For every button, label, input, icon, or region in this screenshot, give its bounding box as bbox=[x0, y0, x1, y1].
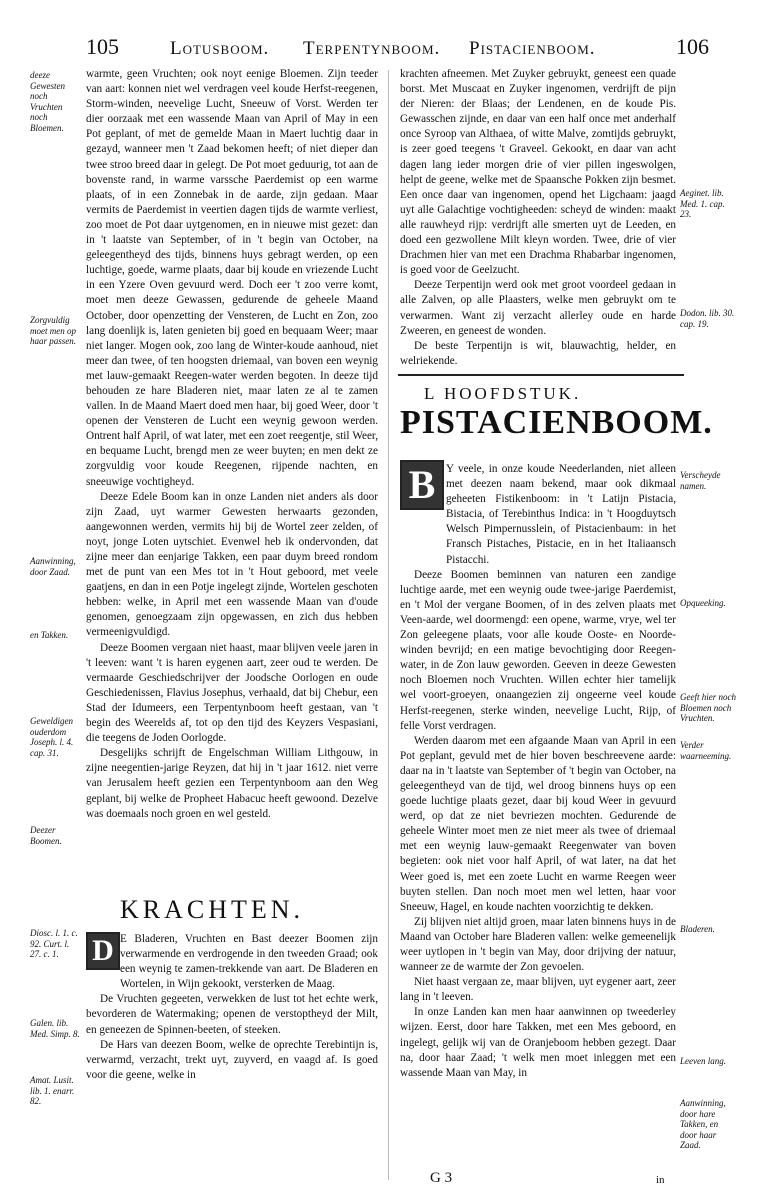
left-column bbox=[86, 67, 378, 822]
right-column-bottom bbox=[400, 462, 676, 1081]
chapter-rule bbox=[398, 374, 684, 376]
paragraph: Werden daarom met een afgaande Maan van April in een Pot geplant, gevuld met de hier boven beschreevene aarde: daar na in 't laatste van September of 't begin van October, na geleegentheyd van de tijd, wel droog binnens huys op een goede luchtige plaats gezet, daar bij koud Weer in gevuurd werd, op dat ze niet bevriezen mochten. Gedurende de geheele Winter moet men ze niet meer als twee of driemaal met een weynig lauw-gemaakt Reegenwater van boven begieten: ook niet voor half April, of wat later, na dat het Weer goed is, met een zoete Lucht en warme Reegen weer buyten stellen. Dan noch moet men wel letten, haar voor Sneeuw, Hagel, en koude nachten voorzichtig te dekken. bbox=[400, 734, 676, 913]
margin-note: Aanwinning, door hare Takken, en door haar Zaad. bbox=[680, 1098, 726, 1150]
running-title-lotusboom: Lotusboom. bbox=[170, 38, 270, 59]
margin-note: Amat. Lusit. lib. 1. enarr. 82. bbox=[30, 1075, 75, 1106]
margin-note: Geeft hier noch Bloemen noch Vruchten. bbox=[680, 692, 736, 723]
page-number-left: 105 bbox=[86, 34, 119, 59]
chapter-number: L HOOFDSTUK. bbox=[424, 384, 582, 403]
paragraph: De beste Terpentijn is wit, blauwachtig, helder, en welriekende. bbox=[400, 339, 676, 367]
right-column-top bbox=[400, 67, 676, 369]
paragraph: Desgelijks schrijft de Engelschman William Lithgouw, in zijne neegentien-jarige Reyzen, dat hij in 't jaar 1612. niet verre van Jerusalem heeft gezien een Terpentynboom aan den Weg geplant, bij welke de Propheet Habacuc heeft gewoond. Dezelve was doemaals noch groen en wel gesteld. bbox=[86, 747, 378, 820]
paragraph: Deeze Edele Boom kan in onze Landen niet anders als door zijn Zaad, uyt warmer Gewesten herwaarts gezonden, aangewonnen werden, vermits hij bij de Wortel zeer zelden, of noyt, jonge Loten uytschiet. Evenwel heb ik ondervonden, dat zijne meer dan eenjarige Takken, een paar duym breed rondom met de punt van een Mes tot in 't Hout geboord, met veele gaatjens, en dan in een Potje ingelegt zijnde, Wortelen geschoten hebben: welke, in April met een wassende Maan van d'oude genomen, genoegzaam zijn opgewassen, en zich dus hebben vermeenigvuldigd. bbox=[86, 490, 378, 639]
running-header bbox=[0, 34, 765, 68]
paragraph: Niet haast vergaan ze, maar blijven, uyt eygener aart, zeer lang in 't leeven. bbox=[400, 976, 676, 1004]
chapter-title: PISTACIENBOOM. bbox=[400, 404, 713, 441]
margin-note: Geweldigen ouderdom Joseph. l. 4. cap. 31. bbox=[30, 716, 74, 758]
paragraph: Y veele, in onze koude Neederlanden, niet alleen met deezen naam bekend, maar ook dikmaal geheeten Fistikenboom: in 't Latijn Pistacia, Bistacia, of Terebinthus Indica: in 't Hoogduytsch Welsch Pimpernusslein, of Pistacienbaum: in het Fransch Pistaches, Pistacie, en in het Italiaansch Pistacchi. bbox=[446, 463, 676, 566]
paragraph: E Bladeren, Vruchten en Bast deezer Boomen zijn verwarmende en verdrogende in den tweeden Graad; ook een weynig te zamen-trekkende van aart. De Bladeren en Wortelen, in Wijn gekookt, versterken de Maag. bbox=[120, 933, 378, 991]
margin-note: Verder waarneeming. bbox=[680, 740, 732, 761]
margin-note: Aanwinning, door Zaad. bbox=[30, 556, 76, 577]
margin-note: Zorgvuldig moet men op haar passen. bbox=[30, 315, 77, 346]
margin-note: Bladeren. bbox=[680, 924, 715, 934]
margin-note: Deezer Boomen. bbox=[30, 825, 62, 846]
margin-note: Verscheyde namen. bbox=[680, 470, 721, 491]
paragraph: Deeze Boomen vergaan niet haast, maar blijven veele jaren in 't leeven: want 't is haren eygenen aart, zeer oud te werden. De vermaarde Geschiedschrijver der Joodsche Oorlogen en oude Geschiedenissen, Flavius Josephus, verhaald, dat bij Chebur, een Stad der Idumeers, een Terpentynboom heeft gestaan, van 't begin des Weerelds af, tot op den tijd des Keyzers Vespasiani, die teegens de Joden Oorlogde. bbox=[86, 641, 378, 745]
signature-mark: G 3 bbox=[430, 1170, 453, 1186]
section-heading-krachten: KRACHTEN. bbox=[120, 895, 305, 924]
drop-cap: D bbox=[86, 932, 120, 970]
margin-note: Dodon. lib. 30. cap. 19. bbox=[680, 308, 735, 329]
margin-note: Opqueeking. bbox=[680, 598, 726, 608]
paragraph: krachten afneemen. Met Zuyker gebruykt, geneest een quade borst. Met Muscaat en Zuyker ingenomen, verdrijft de pijn der Nieren: der Blaas; der Lendenen, en de koude Pis. Gewasschen zijnde, en daar van een half once met anderhalf once Syroop van Althaea, of witte Malve, zomtijds gebruykt, is zeer goed teegens 't Graveel. Gekookt, en daar van acht dagen lang ieder morgen drie of vier pillen ingeswolgen, helpt de geene, welke met de Spaansche Pokken zijn besmet. Een once daar van ingenomen, opend het Ligchaam: jaagd uyt alle Galachtige vochtigheeden: scheyd de winden: maakt alle rauwheyd rijp: verdrijft alle smerten uyt de Leeden, en doed een gezwollene Milt kleyn worden. Twee, drie of vier Drachmen hier van met een Drachma Rhabarbar ingenomen, is goed voor de Geelzucht. bbox=[400, 68, 676, 277]
margin-note: Aeginet. lib. Med. 1. cap. 23. bbox=[680, 188, 725, 219]
paragraph: De Hars van deezen Boom, welke de oprechte Terebintijn is, verwarmd, verzacht, trekt uyt, zuyverd, en vaagd af. Is goed voor die geene, welke in bbox=[86, 1038, 378, 1081]
running-title-pistacienboom: Pistacienboom. bbox=[469, 38, 596, 59]
margin-note: deeze Gewesten noch Vruchten noch Bloemen. bbox=[30, 70, 65, 133]
margin-note: en Takken. bbox=[30, 630, 69, 640]
page-number-right: 106 bbox=[676, 34, 709, 59]
catchword: in bbox=[656, 1174, 665, 1186]
margin-note: Galen. lib. Med. Simp. 8. bbox=[30, 1018, 80, 1039]
paragraph: Deeze Terpentijn werd ook met groot voordeel gedaan in alle Zalven, op alle Plaasters, welke men gebruykt om te verwarmen. Want zij verzacht allerley oude en harde Zweeren, en geneest de wonden. bbox=[400, 279, 676, 337]
paragraph: Zij blijven niet altijd groen, maar laten binnens huys in de Maand van October hare Bladeren vallen: welke gemeenelijk weer uytlopen in 't begin van May, door drijving der natuur, wanneer ze de warmte der Zon gevoelen. bbox=[400, 915, 676, 974]
drop-cap: B bbox=[400, 460, 444, 510]
paragraph: De Vruchten gegeeten, verwekken de lust tot het echte werk, bevorderen de Watermaking; openen de verstoptheyd der Milt, en geneezen de Spinnen-beeten, of steeken. bbox=[86, 993, 378, 1036]
column-divider bbox=[388, 70, 389, 1180]
margin-note: Leeven lang. bbox=[680, 1056, 726, 1066]
running-title-terpentynboom: Terpentynboom. bbox=[303, 38, 441, 59]
paragraph: warmte, geen Vruchten; ook noyt eenige Bloemen. Zijn teeder van aart: konnen niet wel verdragen veel koude Herfst-reegenen, Storm-winden, neevelige Lucht, Sneeuw of Vorst. Werden ter dier oorzaak met een wassende Maan van April of May in een Pot geplant, of met de gemelde Maan in Maert luchtig daar in gezayd, wanneer men 't Zaad bekomen heeft; of niet dieper dan twee stroo breed daar in gelegt. De Pot moet geduurig, tot aan de bovenste rand, in warme varssche Paerdemist op een warme plaats, of in een Zonnebak in de aarde, zijn gedaan. Maar vermits de Paerdemist in veertien dagen tijds de warmte verliest, zoo moet de Pot daar uytgenomen, en in nieuwe mist gezet: dan in 't laatste van September, of in 't begin van October, na geleegentheyd des tijds, binnens huys gebragt werden, op een luchtige, goede, warme plaats, daar bij koude en vriezende Lucht in een Yzere Oven gevuurd werd. Doch eer 't zoo verre komt, moet men deeze Gewassen, gedurende de geheele Maand October, door openzetting der Vensteren, de Lucht en Zon, zoo lang doenlijk is, laten genieten bij goed en bequaam Weer; maar niet langer. Mogen ook, zoo lang de Winter-koude aanhoud, niet meer dan twee, of ten hoogsten driemaal, van boven een weynig met lauw-gemaakt Reegen-water werden begoten. In deeze tijd behouden ze hare Bladeren niet, maar laten ze al te zamen vallen. In de Maand Maert doed men haar, bij goed Weer, door 't openen der Vensteren de Lucht een weynig gewoon werden. Ontrent half April, of wat later, met een zoet reegentje, stil Weer, en bequame Lucht, brengd men ze weer buyten; en men dekt ze zorgvuldig voor koude Reegenen, rijpende nachten, en sneeuwige vochtigheyd. bbox=[86, 68, 378, 488]
paragraph: Deeze Boomen beminnen van naturen een zandige luchtige aarde, met een weynig oude twee-jarige Paerdemist, en 't Mol der vergane Boomen, of in des zelven plaats met Veen-aarde, wel doormengd: een opene, warme, vrye, wel ter Zon geleegene plaats, voor alle koude Ooste- en Noorde-winden bevrijd; en een matige bevochtiging door Reegen-water, in de Zon lauw geworden. Geeven in deeze Gewesten noch Bloemen noch Vruchten. Willen echter hier tamelijk wel voort-groeyen, onaangezien zij ongeerne veel koude Herfst-reegenen, sterke winden, neevelige Lucht, Rijp, of felle Vorst verdragen. bbox=[400, 568, 676, 732]
margin-note: Diosc. l. 1. c. 92. Curt. l. 27. c. 1. bbox=[30, 928, 78, 959]
paragraph: In onze Landen kan men haar aanwinnen op tweederley wijzen. Eerst, door hare Takken, met een Mes geboord, en ingelegt, gelijk wij van de Oranjeboom hebben gezegt. Daar na, door haar Zaad; 't welk men moet inleggen met een wassende Maan van May, in bbox=[400, 1006, 676, 1079]
left-column-krachten bbox=[86, 932, 378, 1083]
